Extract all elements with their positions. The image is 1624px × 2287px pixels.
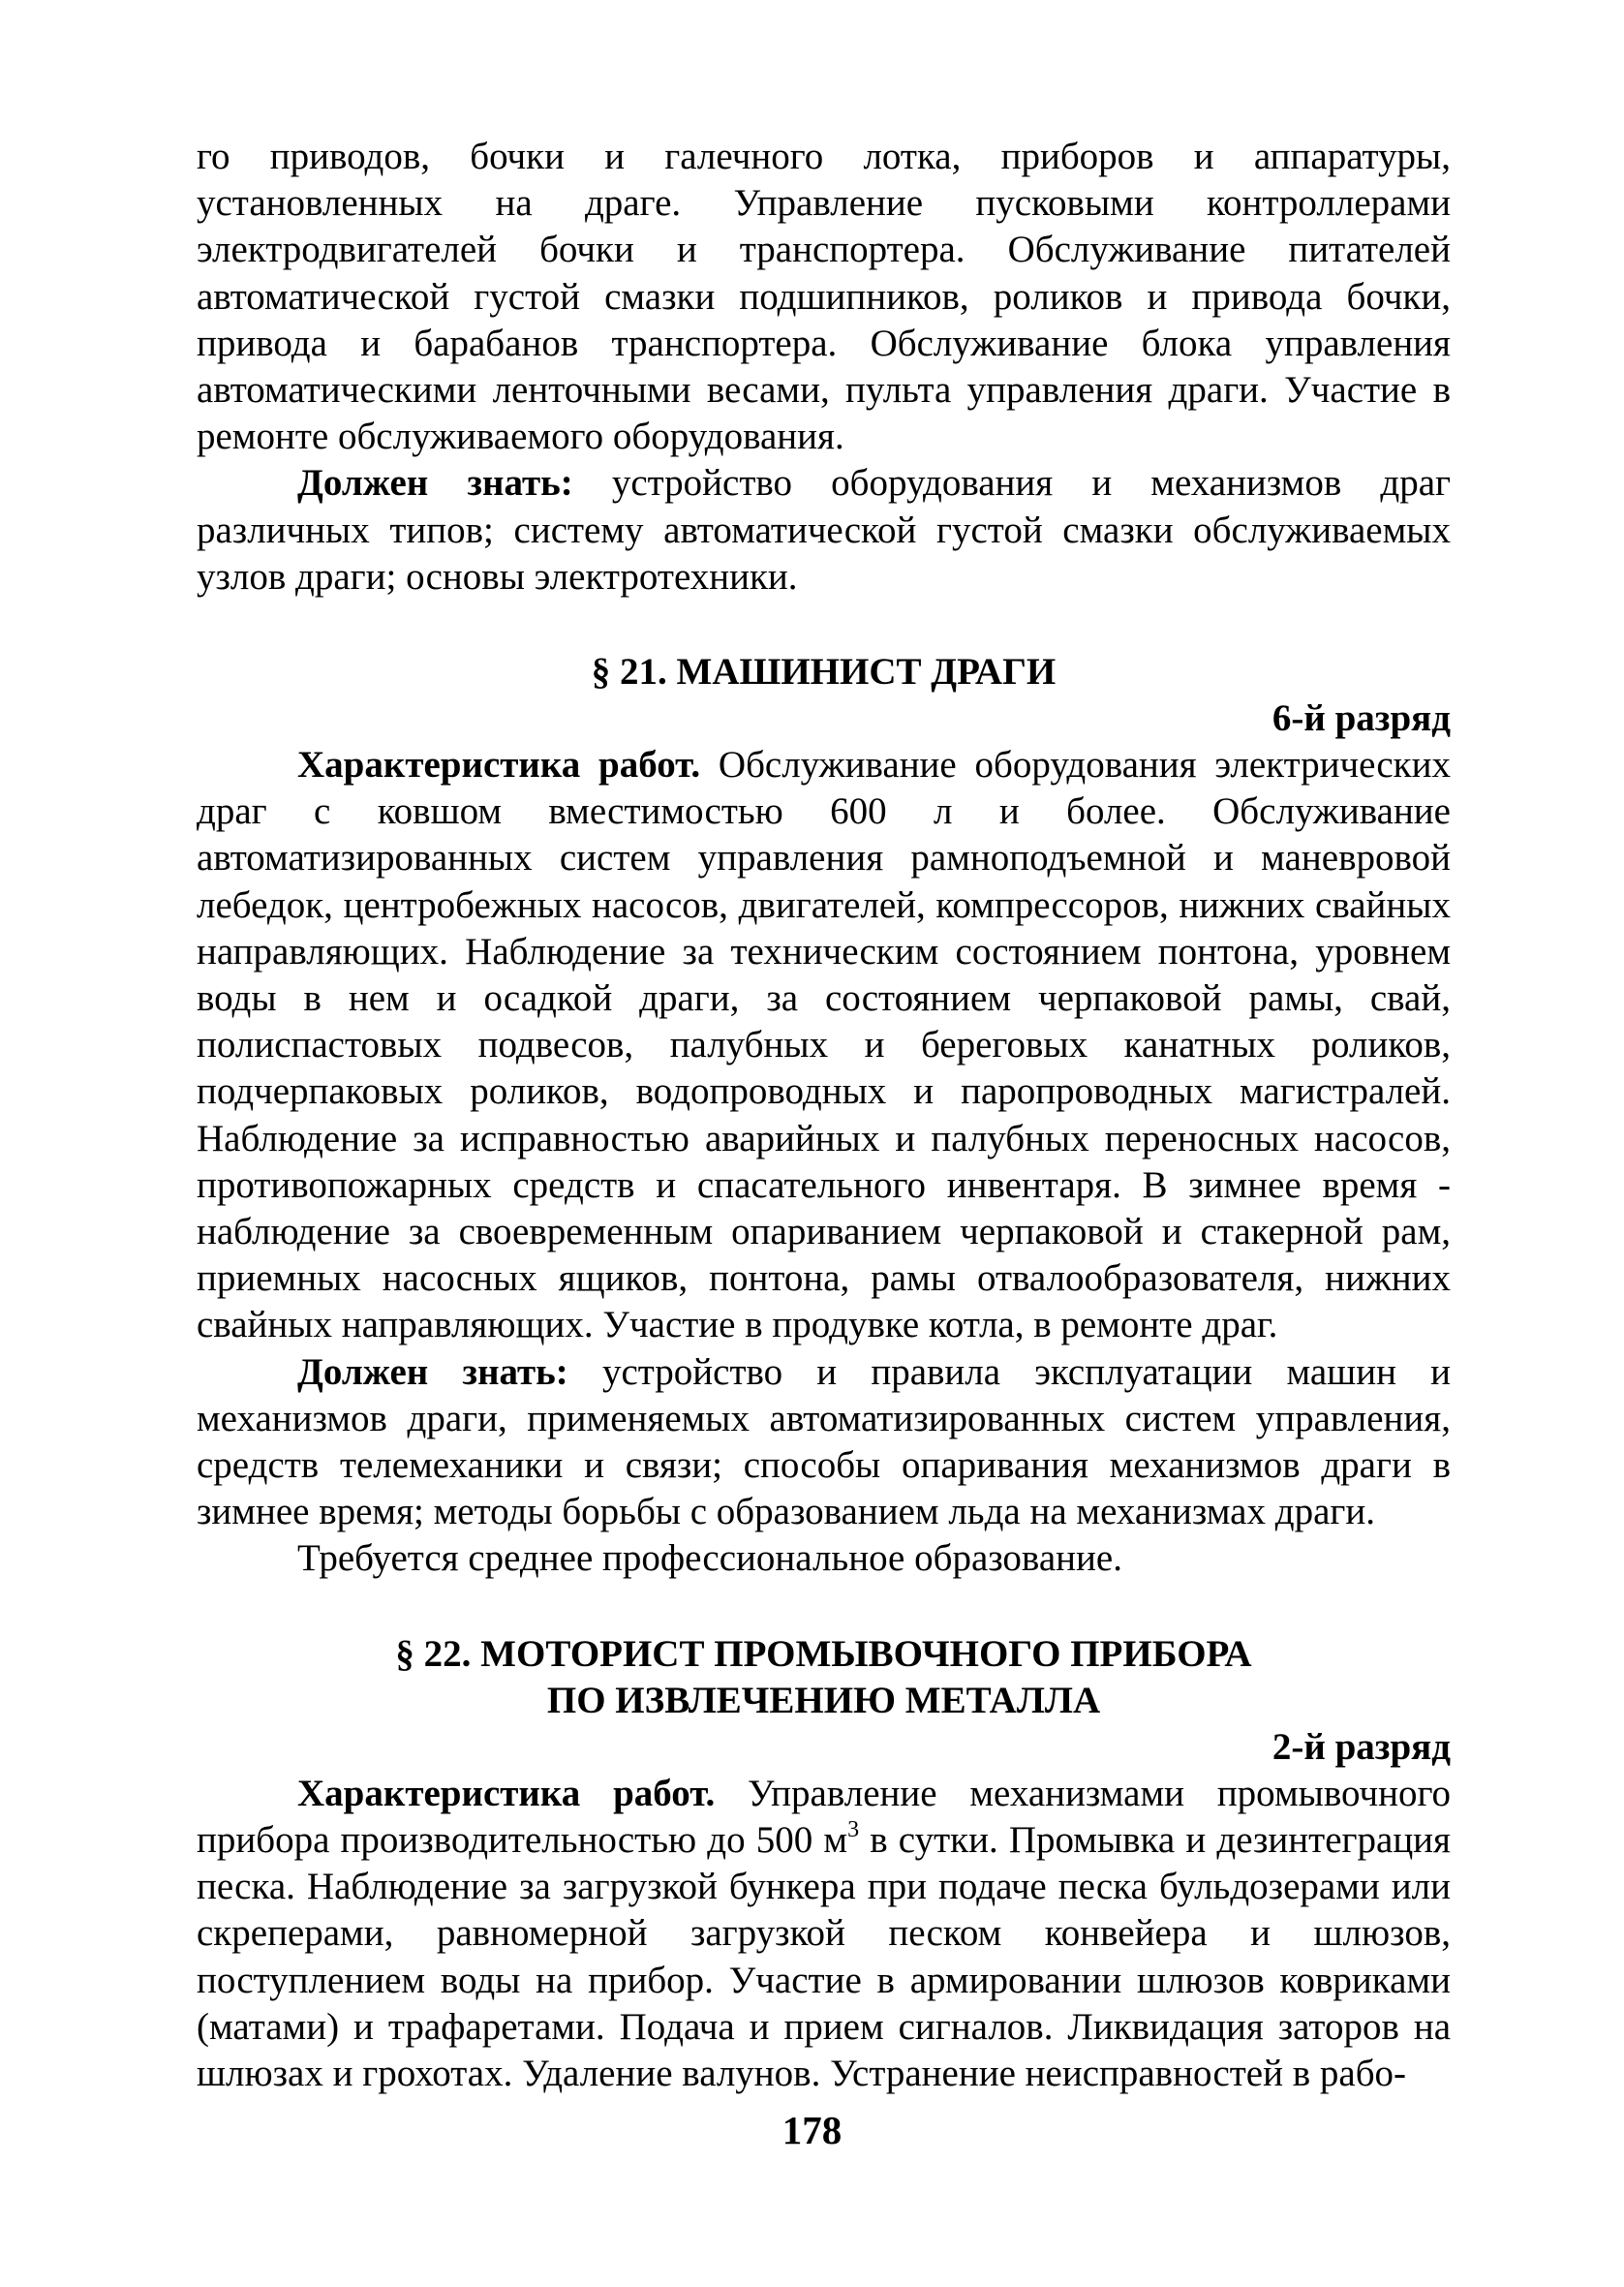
required-knowledge-paragraph (197, 460, 1451, 601)
section-22-grade: 2-й разряд (1272, 1725, 1451, 1768)
section-21-grade: 6-й разряд (1272, 697, 1451, 740)
section-22-characteristics-text-b: в сутки. Промывка и дезинтеграция песка. Наблюдение за загрузкой бункера при подаче песка бульдозерами или скреперами, равномерной загрузкой песком конвейера и шлюзов, поступлением воды на прибор. Участие в армировании шлюзов ковриками (матами) и трафаретами. Подача и прием сигналов. Ликвидация заторов на шлюзах и грохотах. Удаление валунов. Устранение неисправностей в рабо- (197, 1818, 1451, 2094)
continuation-paragraph: го приводов, бочки и галечного лотка, приборов и аппаратуры, установленных на драге. Управление пусковыми контроллерами электродвигателей бочки и транспортера. Обслуживание питателей автоматической густой смазки подшипников, роликов и привода бочки, привода и барабанов транспортера. Обслуживание блока управления автоматическими ленточными весами, пульта управления драги. Участие в ремонте обслуживаемого оборудования. (197, 136, 1451, 458)
section-21-knowledge-label: Должен знать: (297, 1350, 568, 1393)
section-21-knowledge-text: устройство и правила эксплуатации машин и механизмов драги, применяемых автоматизированных систем управления, средств телемеханики и связи; способы опаривания механизмов драги в зимнее время; методы борьбы с образованием льда на механизмах драги. (197, 1350, 1451, 1533)
document-page (197, 134, 1451, 2097)
section-21-education: Требуется среднее профессиональное образование. (297, 1537, 1122, 1580)
section-21-required-knowledge (197, 1349, 1451, 1536)
cubic-superscript: 3 (847, 1816, 860, 1842)
required-knowledge-label: Должен знать: (297, 462, 573, 505)
section-21-title: § 21. МАШИНИСТ ДРАГИ (591, 651, 1057, 694)
section-21-characteristics-label: Характеристика работ. (297, 744, 701, 787)
section-22-characteristics-label: Характеристика работ. (297, 1772, 716, 1814)
section-22-title (197, 1631, 1451, 1724)
page-number: 178 (781, 2108, 843, 2152)
required-knowledge-text: устройство оборудования и механизмов драг различных типов; систему автоматической густой смазки обслуживаемых узлов драги; основы электротехники. (197, 462, 1451, 598)
section-22-title-line2: ПО ИЗВЛЕЧЕНИЮ МЕТАЛЛА (546, 1679, 1101, 1721)
section-21-characteristics-text: Обслуживание оборудования электрических драг с ковшом вместимостью 600 л и более. Обслуживание автоматизированных систем управления рамноподъемной и маневровой лебедок, центробежных насосов, двигателей, компрессоров, нижних свайных направляющих. Наблюдение за техническим состоянием понтона, уровнем воды в нем и осадкой драги, за состоянием черпаковой рамы, свай, полиспастовых подвесов, палубных и береговых канатных роликов, подчерпаковых роликов, водопроводных и паропроводных магистралей. Наблюдение за исправностью аварийных и палубных переносных насосов, противопожарных средств и спасательного инвентаря. В зимнее время - наблюдение за своевременным опариванием черпаковой и стакерной рам, приемных насосных ящиков, понтона, рамы отвалообразователя, нижних свайных направляющих. Участие в продувке котла, в ремонте драг. (197, 744, 1451, 1346)
section-22-title-line1: § 22. МОТОРИСТ ПРОМЫВОЧНОГО ПРИБОРА (395, 1632, 1252, 1675)
section-21-characteristics (197, 742, 1451, 1349)
section-22-characteristics-text-a: Управление механизмами промывочного прибора производительностью до 500 м (197, 1772, 1451, 1861)
section-22-characteristics (197, 1771, 1451, 2097)
